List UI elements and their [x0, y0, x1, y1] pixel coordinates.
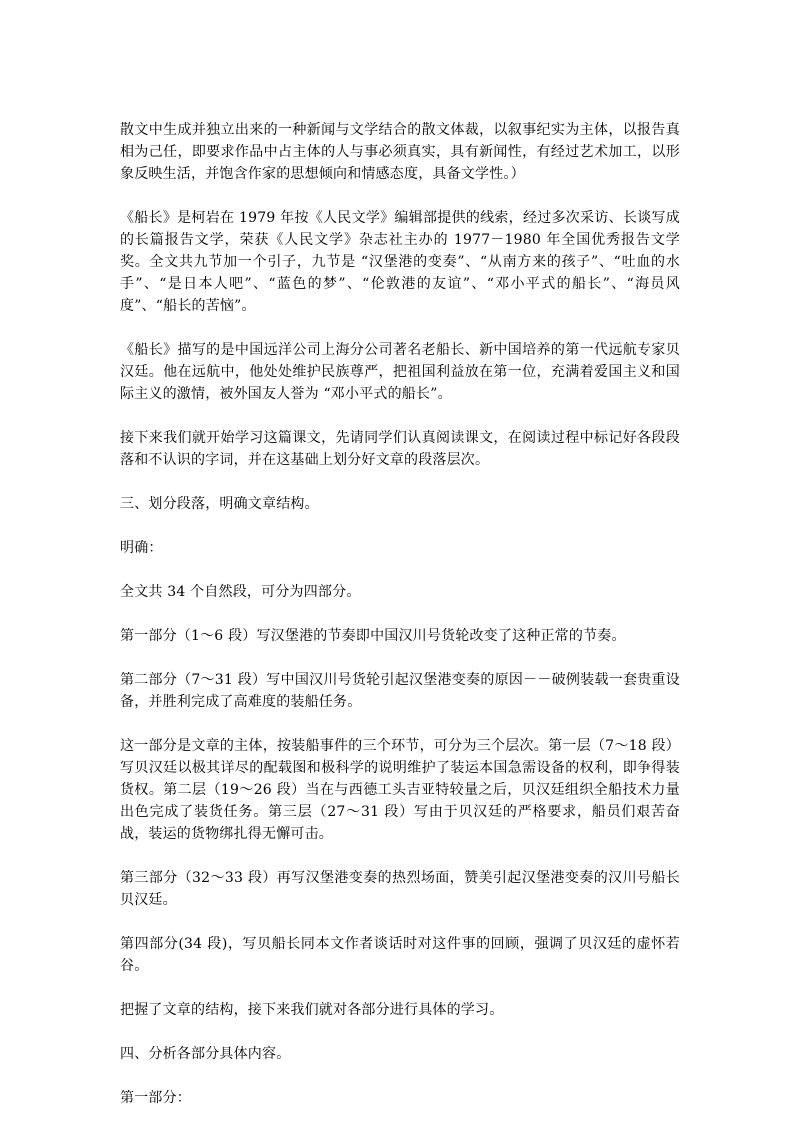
paragraph-clarify-label: 明确：	[120, 540, 163, 556]
paragraph-part-three: 第三部分（32～33 段）再写汉堡港变奏的热烈场面，赞美引起汉堡港变奏的汉川号船长贝汉廷。	[120, 870, 680, 908]
paragraph-part-two-layers: 这一部分是文章的主体，按装船事件的三个环节，可分为三个层次。第一层（7～18 段）写贝汉廷以极其详尽的配载图和极科学的说明维护了装运本国急需设备的权利，即争得装货权。第二层（19～26 段）当在与西德工头吉亚特较量之后，贝汉廷组织全船技术力量出色完成了装货任务。第三层（27～31 段）写由于贝汉廷的严格要求，船员们艰苦奋战，装运的货物绑扎得无懈可击。	[120, 738, 680, 842]
section-heading-structure: 三、划分段落，明确文章结构。	[120, 496, 319, 512]
document-body	[120, 119, 680, 1131]
paragraph-reportage-definition: 散文中生成并独立出来的一种新闻与文学结合的散文体裁，以叙事纪实为主体，以报告真相为己任，即要求作品中占主体的人与事必须真实，具有新闻性，有经过艺术加工，以形象反映生活，并饱含作家的思想倾向和情感态度，具备文学性。）	[120, 122, 680, 182]
paragraph-part-one-label: 第一部分：	[120, 1090, 191, 1106]
paragraph-part-two: 第二部分（7～31 段）写中国汉川号货轮引起汉堡港变奏的原因－－破例装载一套贵重设备，并胜利完成了高难度的装船任务。	[120, 672, 680, 710]
paragraph-captain-description: 《船长》描写的是中国远洋公司上海分公司著名老船长、新中国培养的第一代远航专家贝汉廷。他在远航中，他处处维护民族尊严，把祖国利益放在第一位，充满着爱国主义和国际主义的激情，被外国友人誉为 “邓小平式的船长”。	[120, 342, 680, 402]
paragraph-overview: 全文共 34 个自然段，可分为四部分。	[120, 584, 361, 600]
section-heading-analysis: 四、分析各部分具体内容。	[120, 1046, 291, 1062]
paragraph-transition: 把握了文章的结构，接下来我们就对各部分进行具体的学习。	[120, 1002, 504, 1018]
paragraph-captain-intro: 《船长》是柯岩在 1979 年按《人民文学》编辑部提供的线索，经过多次采访、长谈写成的长篇报告文学，荣获《人民文学》杂志社主办的 1977－1980 年全国优秀报告文学奖。全文共九节加一个引子，九节是 “汉堡港的变奏”、“从南方来的孩子”、“吐血的水手”、“是日本人吧”、“蓝色的梦”、“伦敦港的友谊”、“邓小平式的船长”、“海员风度”、“船长的苦恼”。	[120, 210, 680, 314]
paragraph-reading-instruction: 接下来我们就开始学习这篇课文，先请同学们认真阅读课文，在阅读过程中标记好各段段落和不认识的字词，并在这基础上划分好文章的段落层次。	[120, 430, 680, 468]
paragraph-part-four: 第四部分(34 段)，写贝船长同本文作者谈话时对这件事的回顾，强调了贝汉廷的虚怀若谷。	[120, 936, 680, 974]
paragraph-part-one: 第一部分（1～6 段）写汉堡港的节奏即中国汉川号货轮改变了这种正常的节奏。	[120, 628, 626, 644]
